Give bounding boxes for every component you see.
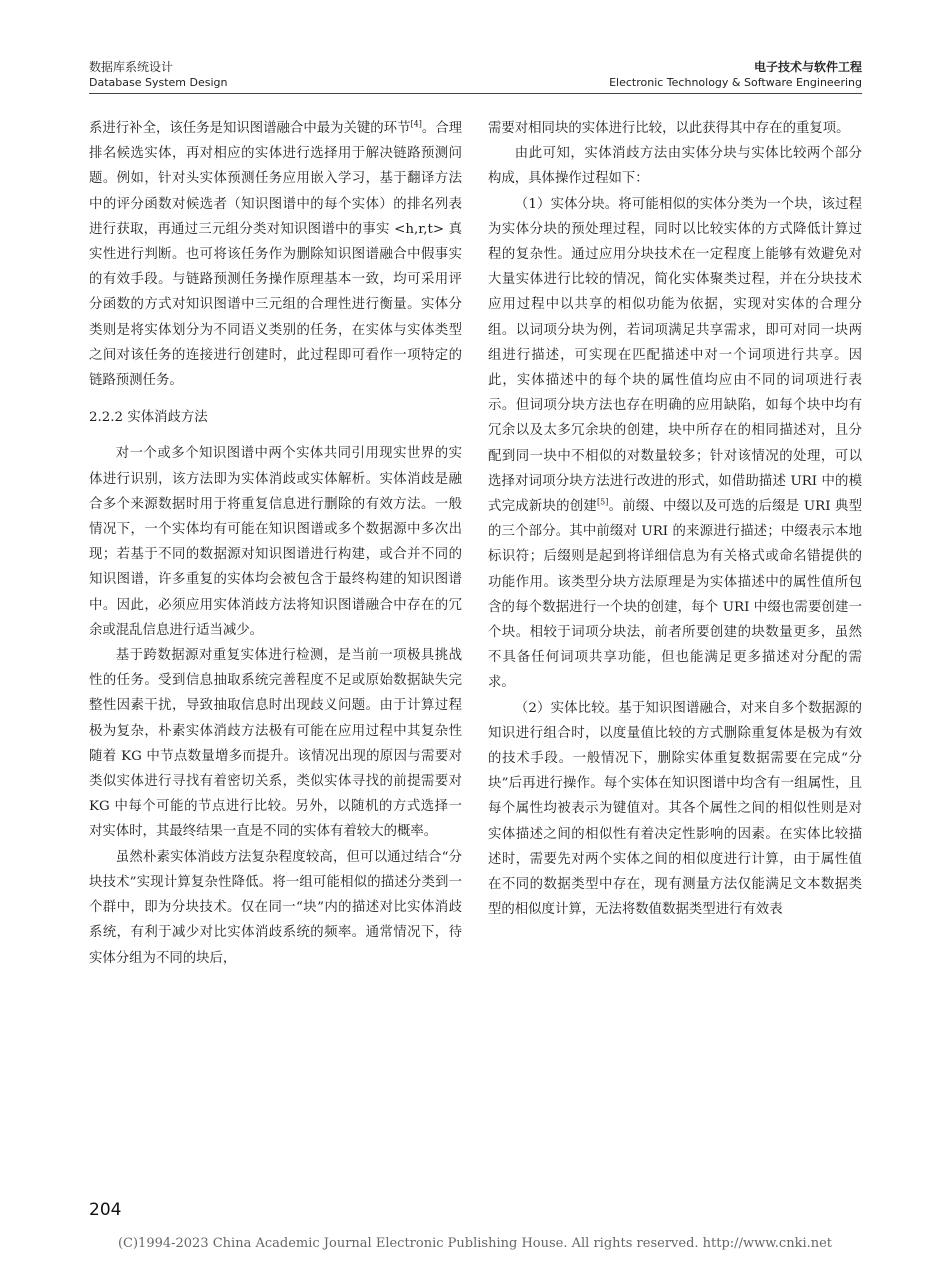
paragraph-text: 。前缀、中缀以及可选的后缀是 URI 典型的三个部分。其中前缀对 URI 的来源进行描述；中缀表示本地标识符；后缀则是起到将详细信息为有关格式或命名错提供的功能作用。该类型分块方法原理是为实体描述中的属性值所包含的每个数据进行一个块的创建，每个 URI 中缀也需要创建一个块。相较于词项分块法，前者所要创建的块数量更多，虽然不具备任何词项共享功能，但也能满足更多描述对分配的需求。 bbox=[488, 499, 863, 691]
citation-ref: [4] bbox=[410, 119, 422, 129]
paragraph: 对一个或多个知识图谱中两个实体共同引用现实世界的实体进行识别，该方法即为实体消歧或实体解析。实体消歧是融合多个来源数据时用于将重复信息进行删除的有效方法。一般情况下，一个实体均有可能在知识图谱或多个数据源中多次出现；若基于不同的数据源对知识图谱进行构建，或合并不同的知识图谱，许多重复的实体均会被包含于最终构建的知识图谱中。因此，必须应用实体消歧方法将知识图谱融合中存在的冗余或混乱信息进行适当减少。 bbox=[89, 446, 462, 638]
paragraph: 虽然朴素实体消歧方法复杂程度较高，但可以通过结合“分块技术”实现计算复杂性降低。将一组可能相似的描述分类到一个群中，即为分块技术。仅在同一“块”内的描述对比实体消歧系统，有利于减少对比实体消歧系统的频率。通常情况下，待实体分组为不同的块后， bbox=[89, 849, 462, 966]
paragraph-text: （1）实体分块。将可能相似的实体分类为一个块，该过程为实体分块的预处理过程，同时以比较实体的方式降低计算过程的复杂性。通过应用分块技术在一定程度上能够有效避免对大量实体进行比较的情况，简化实体聚类过程，并在分块技术应用过程中以共享的相似功能为依据，实现对实体的合理分组。以词项分块为例，若词项满足共享需求，即可对同一块两组进行描述，可实现在匹配描述中对一个词项进行共享。因此，实体描述中的每个块的属性值均应由不同的词项进行表示。但词项分块方法也存在明确的应用缺陷，如每个块中均有冗余以及太多冗余块的创建，块中所存在的相同描述对，且分配到同一块中不相似的对数量较多；针对该情况的处理，可以选择对词项分块方法进行改进的形式，如借助描述 URI 中的模式完成新块的创建 bbox=[488, 196, 862, 515]
journal-section-header bbox=[89, 60, 227, 90]
right-column bbox=[488, 116, 862, 923]
paragraph-text: 系进行补全，该任务是知识图谱融合中最为关键的环节 bbox=[89, 121, 411, 136]
section-name-cn: 数据库系统设计 bbox=[89, 60, 174, 74]
section-heading: 2.2.2 实体消歧方法 bbox=[89, 410, 208, 426]
journal-name-cn: 电子技术与软件工程 bbox=[753, 60, 862, 74]
paragraph: （2）实体比较。基于知识图谱融合，对来自多个数据源的知识进行组合时，以度量值比较的方式删除重复体是极为有效的技术手段。一般情况下，删除实体重复数据需要在完成“分块”后再进行操作。每个实体在知识图谱中均含有一组属性，且每个属性均被表示为键值对。其各个属性之间的相似性则是对实体描述之间的相似性有着决定性影响的因素。在实体比较描述时，需要先对两个实体之间的相似度进行计算，由于属性值在不同的数据类型中存在，现有测量方法仅能满足文本数据类型的相似度计算，无法将数值数据类型进行有效表 bbox=[488, 700, 862, 918]
paragraph bbox=[89, 116, 462, 393]
paragraph: 基于跨数据源对重复实体进行检测，是当前一项极具挑战性的任务。受到信息抽取系统完善程度不足或原始数据缺失完整性因素干扰，导致抽取信息时出现歧义问题。由于计算过程极为复杂，朴素实体消歧方法极有可能在应用过程中其复杂性随着 KG 中节点数量增多而提升。该情况出现的原因与需要对类似实体进行寻找有着密切关系，类似实体寻找的前提需要对 KG 中每个可能的节点进行比较。另外，以随机的方式选择一对实体时，其最终结果一直是不同的实体有着较大的概率。 bbox=[89, 648, 462, 840]
paragraph: 需要对相同块的实体进行比较，以此获得其中存在的重复项。 bbox=[488, 121, 850, 136]
paragraph: 由此可知，实体消歧方法由实体分块与实体比较两个部分构成，具体操作过程如下： bbox=[488, 146, 862, 187]
left-column bbox=[89, 116, 462, 971]
header-rule bbox=[89, 93, 862, 94]
paragraph bbox=[488, 192, 862, 696]
journal-title-header bbox=[609, 60, 862, 90]
paragraph-text: 。合理排名候选实体，再对相应的实体进行选择用于解决链路预测问题。例如，针对头实体预测任务应用嵌入学习，基于翻译方法中的评分函数对候选者（知识图谱中的每个实体）的排名列表进行获取，再通过三元组分类对知识图谱中的事实 <h,r,t> 真实性进行判断。也可将该任务作为删除知识图谱融合中假事实的有效手段。与链路预测任务操作原理基本一致，均可采用评分函数的方式对知识图谱中三元组的合理性进行衡量。实体分类则是将实体划分为不同语义类别的任务，在实体与实体类型之间对该任务的连接进行创建时，此过程即可看作一项特定的链路预测任务。 bbox=[89, 121, 463, 389]
citation-ref: [5] bbox=[597, 497, 609, 507]
journal-name-en: Electronic Technology & Software Engineering bbox=[609, 76, 862, 89]
section-name-en: Database System Design bbox=[89, 76, 228, 89]
page-number: 204 bbox=[89, 1200, 122, 1220]
copyright-footer: (C)1994-2023 China Academic Journal Electronic Publishing House. All rights reserved. http://www.cnki.net bbox=[117, 1236, 833, 1251]
